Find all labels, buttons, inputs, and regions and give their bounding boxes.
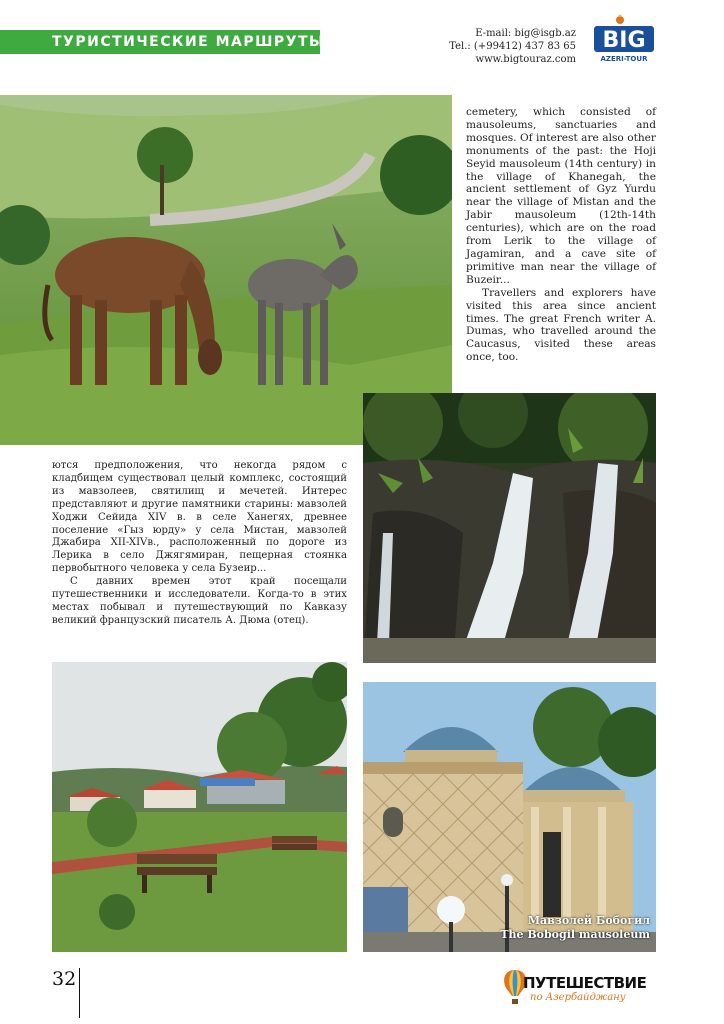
mausoleum-caption (480, 914, 650, 942)
waterfall-photo (363, 393, 656, 663)
english-text-column (466, 106, 656, 364)
caption-en: The Bobogil mausoleum (500, 928, 650, 941)
magazine-title: ПУТЕШЕСТВИЕ (523, 974, 647, 992)
russian-paragraph-1: ются предположения, что некогда рядом с кладбищем существовал целый комплекс, состоящий из мавзолеев, святилищ и мечетей. Интерес представляют и другие памятники старины: мавзолей Ходжи Сейида XIV в. в селе Ханегях, древнее поселение «Гыз юрду» у села Мистан, мавзолей Джабира XII-XIVв., расположенный по дороге из Лерика в село Джягямиран, пещерная стоянка первобытного человека у села Бузеир... (52, 460, 347, 575)
russian-paragraph-2: С давних времен этот край посещали путешественники и исследователи. Когда-то в этих местах побывал и путешествующий по Кавказу великий французский писатель А. Дюма (отец). (52, 576, 347, 626)
page-number: 32 (52, 968, 77, 990)
english-paragraph-1: cemetery, which consisted of mausoleums, sanctuaries and mosques. Of interest are also other monuments of the past: the Hoji Seyid mausoleum (14th century) in the village of Khanegah, the ancient settlement of Gyz Yurdu near the village of Mistan and the Jabir mausoleum (12th-14th centuries), which are on the road from Lerik to the village of Jagamiran, and a cave site of primitive man near the village of Buzeir... (466, 106, 656, 286)
magazine-subtitle: по Азербайджану (530, 992, 626, 1003)
logo-text: BIG (602, 28, 646, 53)
section-banner (0, 30, 326, 54)
russian-text-column (52, 460, 347, 628)
section-title: ТУРИСТИЧЕСКИЕ МАРШРУТЫ (52, 34, 326, 50)
contact-block (440, 27, 576, 66)
mausoleum-photo (363, 682, 656, 952)
big-azeri-tour-logo (592, 14, 656, 64)
contact-phone: Tel.: (+99412) 437 83 65 (449, 41, 576, 52)
page-number-rule (79, 968, 80, 1018)
village-benches-photo (52, 662, 347, 952)
contact-email[interactable]: E-mail: big@isgb.az (475, 28, 576, 39)
logo-subtext: AZERI-TOUR (600, 55, 648, 63)
caption-ru: Мавзолей Бобогил (527, 914, 650, 927)
contact-website[interactable]: www.bigtouraz.com (475, 54, 576, 65)
english-paragraph-2: Travellers and explorers have visited this area since ancient times. The great French writer A. Dumas, who travelled around the Caucasus, visited these areas once, too. (466, 286, 656, 364)
